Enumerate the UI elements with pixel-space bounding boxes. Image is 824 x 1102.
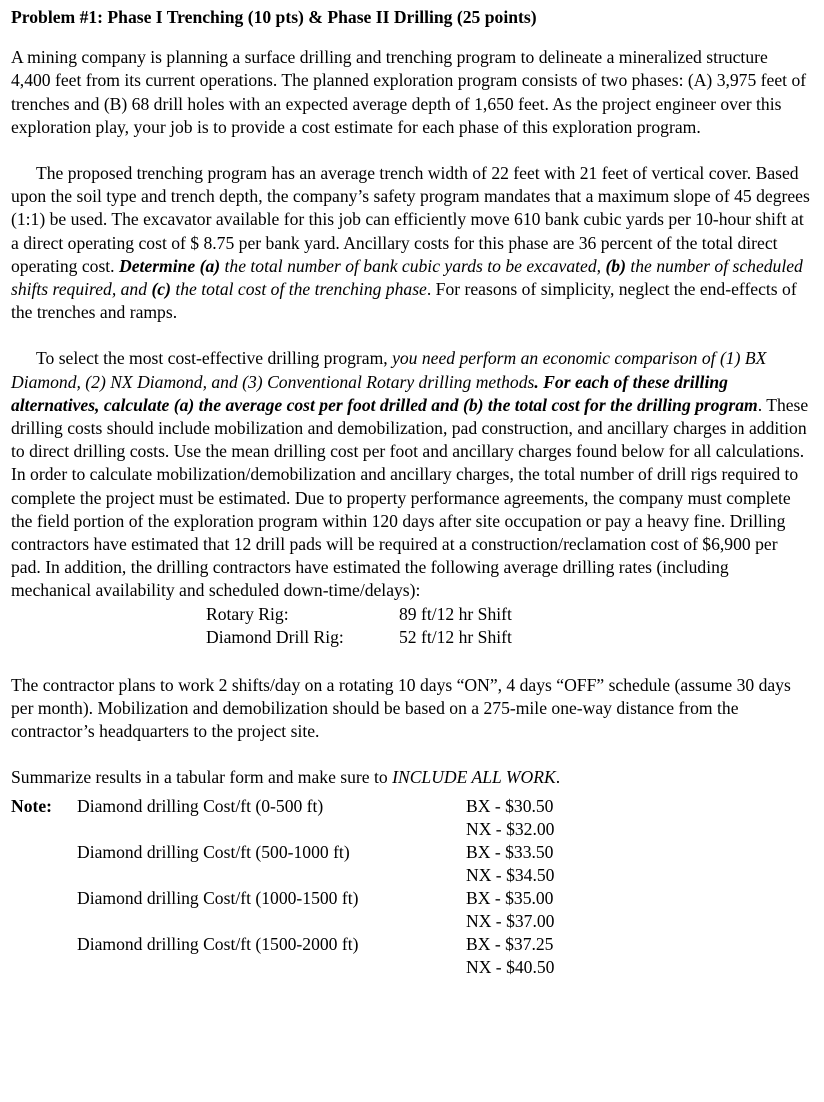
trenching-text: The proposed trenching program has an average trench width of 22 feet with 21 feet of vertical cover. Based upon the soil type and trench depth, the company’s safety program mandates that a maximum slope of 45 degrees (1:1) be used. The excavator available for this job can efficiently move 610 bank cubic yards per 10-hour shift at a direct operating cost of $ 8.75 per bank yard. Ancillary costs for this phase are 36 percent of the total direct operating cost.	[11, 163, 810, 276]
comparison-text: you need perform an economic comparison of (1) BX Diamond, (2) NX Diamond, and (3) Conventional Rotary drilling methods	[11, 348, 767, 392]
note-nx-cost: NX - $37.00	[466, 911, 555, 932]
task-b-text: the number of scheduled shifts required, and	[11, 255, 803, 300]
trenching-tail: . For reasons of simplicity, neglect the end-effects of the trenches and ramps.	[11, 279, 797, 323]
determine-a: Determine (a)	[118, 255, 221, 276]
task-b-marker: (b)	[605, 255, 626, 276]
schedule-paragraph: The contractor plans to work 2 shifts/day on a rotating 10 days “ON”, 4 days “OFF” schedule (assume 30 days per month). Mobilization and demobilization should be based on a 275-mile one-way distance from the contractor’s headquarters to the project site.	[11, 674, 791, 742]
rig-label-rotary: Rotary Rig:	[206, 603, 289, 624]
rig-rate-diamond: 52 ft/12 hr Shift	[399, 626, 512, 647]
task-a-text: the total number of bank cubic yards to be excavated,	[220, 255, 606, 276]
calculate-text: . For each of these drilling alternatives, calculate (a) the average cost per foot drilled and (b) the total cost for the drilling program	[11, 371, 758, 415]
note-bx-cost: BX - $37.25	[466, 934, 554, 955]
drilling-intro: To select the most cost-effective drilling program,	[36, 348, 393, 369]
drilling-body: . These drilling costs should include mobilization and demobilization, pad construction, and ancillary charges in addition to direct drilling costs. Use the mean drilling cost per foot and ancillary charges found below for all calculations. In order to calculate mobilization/demobilization and ancillary charges, the total number of drill rigs required to complete the project must be estimated. Due to property performance agreements, the company must complete the field portion of the exploration program within 120 days after site occupation or pay a heavy fine. Drilling contractors have estimated that 12 drill pads will be required at a construction/reclamation cost of $6,900 per pad. In addition, the drilling contractors have estimated the following average drilling rates (including mechanical availability and scheduled down-time/delays):	[11, 394, 809, 601]
note-desc: Diamond drilling Cost/ft (1500-2000 ft)	[77, 934, 359, 955]
cost-notes	[11, 795, 824, 985]
summary-text: Summarize results in a tabular form and make sure to	[11, 767, 393, 788]
summary-paragraph	[11, 766, 811, 789]
note-bx-cost: BX - $33.50	[466, 842, 554, 863]
note-bx-cost: BX - $35.00	[466, 888, 554, 909]
note-label: Note:	[11, 796, 53, 817]
drilling-paragraph	[11, 347, 811, 602]
note-desc: Diamond drilling Cost/ft (0-500 ft)	[77, 796, 324, 817]
note-nx-cost: NX - $34.50	[466, 865, 555, 886]
note-desc: Diamond drilling Cost/ft (500-1000 ft)	[77, 842, 350, 863]
summary-period: .	[555, 767, 561, 788]
note-desc: Diamond drilling Cost/ft (1000-1500 ft)	[77, 888, 359, 909]
trenching-paragraph	[11, 162, 811, 324]
include-all-work: INCLUDE ALL WORK	[392, 767, 556, 788]
note-bx-cost: BX - $30.50	[466, 796, 554, 817]
note-nx-cost: NX - $40.50	[466, 957, 555, 978]
rig-rate-rotary: 89 ft/12 hr Shift	[399, 603, 512, 624]
problem-title: Problem #1: Phase I Trenching (10 pts) & Phase II Drilling (25 points)	[11, 7, 537, 27]
note-nx-cost: NX - $32.00	[466, 819, 555, 840]
task-c-text: the total cost of the trenching phase	[170, 279, 427, 300]
intro-paragraph: A mining company is planning a surface drilling and trenching program to delineate a mineralized structure 4,400 feet from its current operations. The planned exploration program consists of two phases: (A) 3,975 feet of trenches and (B) 68 drill holes with an expected average depth of 1,650 feet. As the project engineer over this exploration play, your job is to provide a cost estimate for each phase of this exploration program.	[11, 47, 807, 137]
task-c-marker: (c)	[151, 279, 171, 300]
drill-rates	[11, 603, 824, 651]
rig-label-diamond: Diamond Drill Rig:	[206, 626, 344, 647]
